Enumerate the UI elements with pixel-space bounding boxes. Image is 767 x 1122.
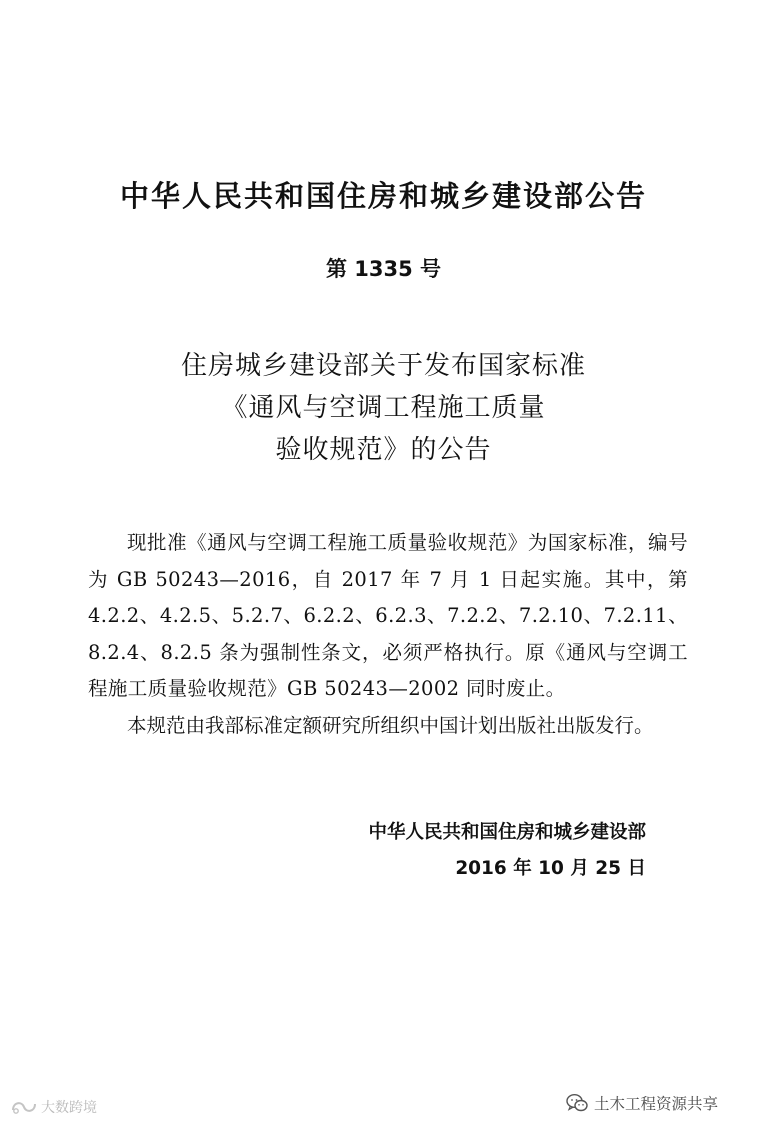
body-paragraph: 本规范由我部标准定额研究所组织中国计划出版社出版发行。 xyxy=(127,713,654,737)
corner-watermark xyxy=(10,1096,97,1118)
issuer-name: 中华人民共和国住房和城乡建设部 xyxy=(368,822,646,843)
brand-logo-icon xyxy=(10,1098,38,1116)
announcement-number: 第 1335 号 xyxy=(325,257,442,281)
issue-date: 2016 年 10 月 25 日 xyxy=(455,858,646,879)
body-paragraph: 现批准《通风与空调工程施工质量验收规范》为国家标准，编号为 GB 50243—2016，自 2017 年 7 月 1 日起实施。其中，第 4.2.2、4.2.5、5.2.7、6.2.2、6.2.3、7.2.2、7.2.10、7.2.11、8.2.4、8.2.5 条为强制性条文，必须严格执行。原《通风与空调工程施工质量验收规范》GB 50243—2002 同时废止。 xyxy=(88,531,688,700)
subtitle-line: 验收规范》的公告 xyxy=(275,435,492,465)
wechat-icon xyxy=(566,1093,588,1113)
announcement-body xyxy=(88,525,688,744)
watermark-text: 土木工程资源共享 xyxy=(594,1095,719,1113)
watermark-text: 大数跨境 xyxy=(41,1100,97,1116)
announcement-title: 中华人民共和国住房和城乡建设部公告 xyxy=(119,179,647,213)
announcement-subtitle xyxy=(0,345,767,471)
subtitle-line: 《通风与空调工程施工质量 xyxy=(221,393,546,423)
subtitle-line: 住房城乡建设部关于发布国家标准 xyxy=(180,351,586,381)
source-watermark xyxy=(566,1090,718,1116)
signature-block xyxy=(368,815,646,887)
